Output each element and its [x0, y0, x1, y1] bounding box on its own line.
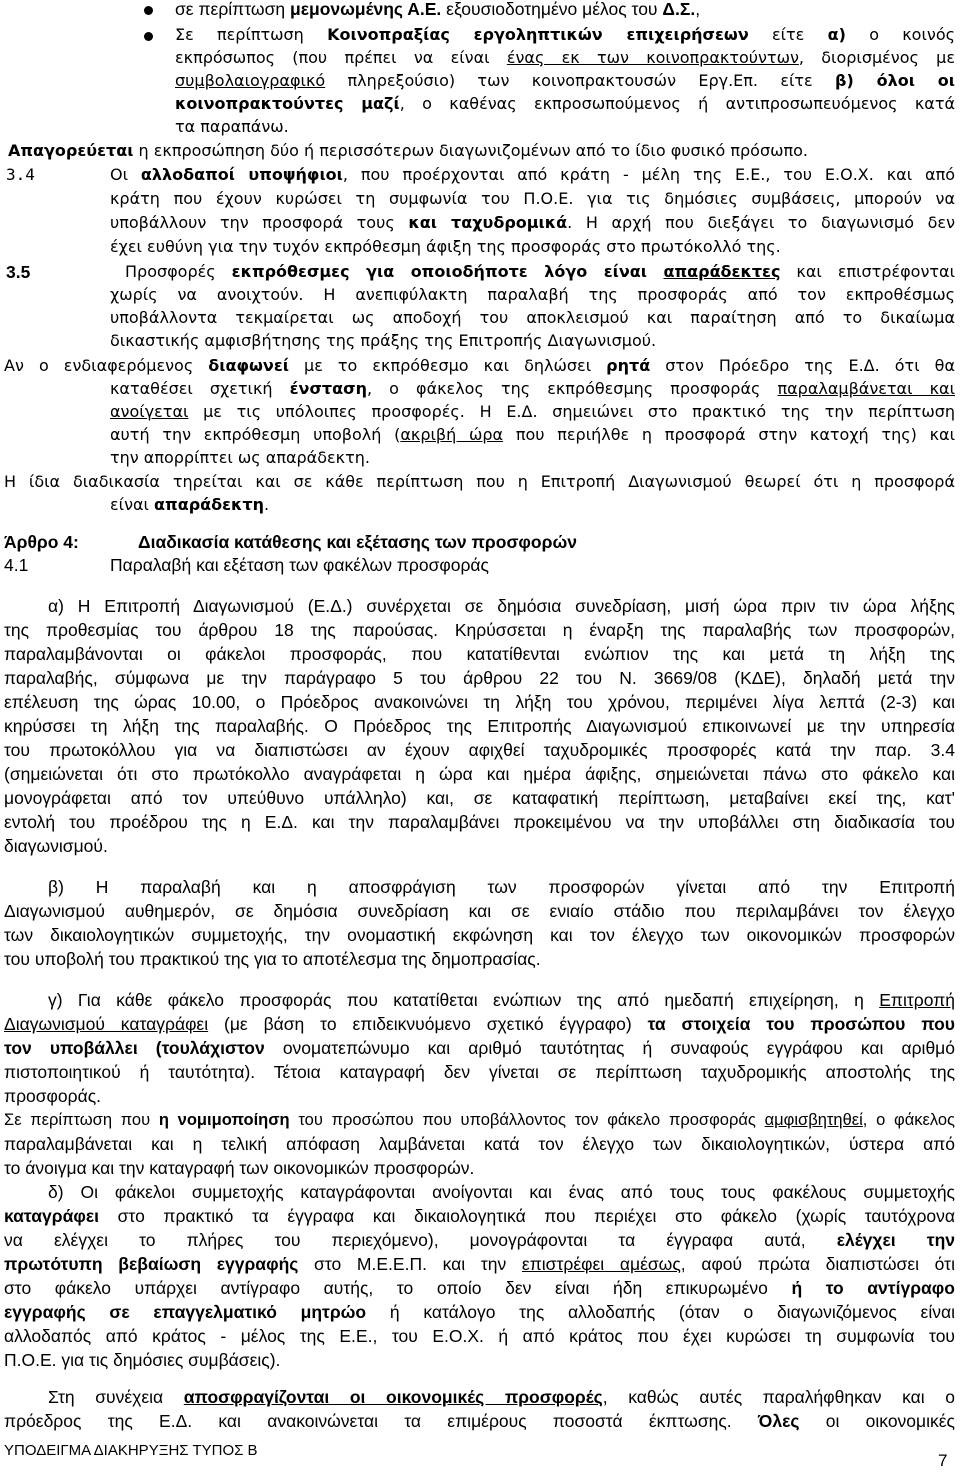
text-line: στο φάκελο υπάρχει αντίγραφο αυτής, το οποίο δεν είναι ήδη επικυρωμένο ή το αντίγραφο [4, 1278, 955, 1298]
text-line: το άνοιγμα και την καταγραφή των οικονομικών προσφορών. [4, 1158, 475, 1178]
text-line: του πρωτοκόλλου για να διαπιστώσει αν έχουν αφιχθεί ταχυδρομικές προσφορές κατά την παρ. 3.4 [4, 740, 955, 760]
article-label: Άρθρο 4: [4, 532, 79, 552]
text-line: επέλευση της ώρας 10.00, ο Πρόεδρος ανακοινώνει τη λήξη του χρόνου, περιμένει λίγα λεπτά (2-3) και [4, 692, 955, 712]
text-line: δ) Οι φάκελοι συμμετοχής καταγράφονται ανοίγονται και ένας από τους τους φακέλους συμμετοχής [48, 1182, 955, 1202]
text-line: χωρίς να ανοιχτούν. Η ανεπιφύλακτη παραλαβή της προσφοράς από τον εκπροθέσμως [110, 285, 955, 304]
text-line: υποβάλλουν την προσφορά τους και ταχυδρομικά. Η αρχή που διεξάγει το διαγωνισμό δεν [110, 213, 956, 232]
text-line: Σε περίπτωση που η νομιμοποίηση του προσώπου που υποβάλλοντος τον φάκελο προσφοράς αμφισβητηθεί, ο φάκελος [4, 1111, 955, 1129]
text-line: του υποβολή του πρακτικού της για το αποτέλεσμα της δημοπρασίας. [4, 949, 541, 969]
text-line: Στη συνέχεια αποσφραγίζονται οι οικονομικές προσφορές, καθώς αυτές παραλήφθηκαν και ο [48, 1387, 956, 1407]
text-line: συμβολαιογραφικό πληρεξούσιο) των κοινοπρακτουσών Εργ.Επ. είτε β) όλοι οι [175, 71, 955, 90]
footer-label: ΥΠΟΔΕΙΓΜΑ ΔΙΑΚΗΡΥΞΗΣ ΤΥΠΟΣ Β [4, 1442, 258, 1459]
text-line: Π.Ο.Ε. για τις δημόσιες συμβάσεις). [4, 1350, 281, 1370]
text-line: διαγωνισμού. [4, 836, 108, 856]
text-line: Διαγωνισμού αυθημερόν, σε δημόσια συνεδρίαση και σε ενιαίο στάδιο που περιλαμβάνει τον έλεγχο [4, 901, 955, 921]
text-line: καταθέσει σχετική ένσταση, ο φάκελος της εκπρόθεσμης προσφοράς παραλαμβάνεται και [110, 379, 955, 398]
section-title: Παραλαβή και εξέταση των φακέλων προσφοράς [110, 555, 489, 575]
article-title: Διαδικασία κατάθεσης και εξέτασης των προσφορών [138, 532, 577, 552]
text-line: ανοίγεται με τις υπόλοιπες προσφορές. Η Ε.Δ. σημειώνει στο πρακτικό της την περίπτωση [110, 402, 955, 421]
text-line: κοινοπρακτούντες μαζί, ο καθένας εκπροσωπούμενος ή αντιπροσωπευόμενος κατά [175, 94, 956, 113]
text-line: να ελέγχει το πλήρες του περιεχόμενο), μονογράφονται τα έγγραφα αυτά, ελέγχει την [4, 1230, 955, 1250]
text-line: δικαστικής αμφισβήτησης της πράξης της Επιτροπής Διαγωνισμού. [110, 331, 657, 350]
text-line: Η ίδια διαδικασία τηρείται και σε κάθε περίπτωση που η Επιτροπή Διαγωνισμού θεωρεί ότι η προσφορά [4, 472, 955, 491]
text-line: α) Η Επιτροπή Διαγωνισμού (Ε.Δ.) συνέρχεται σε δημόσια συνεδρίαση, μισή ώρα πριν τιν ώρα λήξης [48, 596, 955, 616]
text-line: παραλαβής, σύμφωνα με την παράγραφο 5 του άρθρου 22 του Ν. 3669/08 (ΚΔΕ), δηλαδή μετά την [4, 668, 955, 688]
text-line: αλλοδαπός από κράτος - μέλος της Ε.Ε., του Ε.Ο.Χ. ή από κράτος που έχει κυρώσει τη συμφωνία του [4, 1326, 955, 1346]
text-line: Αν ο ενδιαφερόμενος διαφωνεί με το εκπρόθεσμο και δηλώσει ρητά στον Πρόεδρο της Ε.Δ. ότι θα [4, 356, 956, 375]
text-line: κράτη που έχουν κυρώσει τη συμφωνία του Π.Ο.Ε. για τις δημόσιες συμβάσεις, μπορούν να [110, 189, 955, 208]
text-line: παραλαμβάνονται οι φάκελοι προσφοράς, που κατατίθενται ενώπιον της και μετά τη λήξη της [4, 644, 955, 664]
text-line: εγγραφής σε επαγγελματικό μητρώο ή κατάλογο της αλλοδαπής (όταν ο διαγωνιζόμενος είναι [4, 1302, 955, 1322]
text-line: τα παραπάνω. [175, 117, 289, 136]
text-line: Σε περίπτωση Κοινοπραξίας εργοληπτικών επιχειρήσεων είτε α) ο κοινός [175, 25, 956, 44]
text-line: των δικαιολογητικών συμμετοχής, την ονομαστική εκφώνηση και τον έλεγχο των οικονομικών προσφορών [4, 925, 955, 945]
text-line: είναι απαράδεκτη. [110, 495, 270, 514]
text-line: μονογράφεται από τον υπεύθυνο υπάλληλο) και, σε καταφατική περίπτωση, μεταβαίνει εκεί της, κατ' [4, 788, 955, 808]
section-number: 4.1 [4, 555, 29, 575]
text-line: έχει ευθύνη για την τυχόν εκπρόθεσμη άφιξη της προσφοράς στο πρωτόκολλό της. [110, 237, 781, 256]
text-line: (σημειώνεται ότι στο πρωτόκολλο αναγράφεται η ώρα και ημέρα άφιξης, σημειώνεται πάνω στο φάκελο και [4, 764, 955, 784]
text-line: σε περίπτωση μεμονωμένης Α.Ε. εξουσιοδοτημένο μέλος του Δ.Σ., [175, 0, 701, 19]
text-line: αυτή την εκπρόθεσμη υποβολή (ακριβή ώρα που περιήλθε η προσφορά στην κατοχή της) και [110, 425, 955, 444]
text-line: εκπρόσωπος (που πρέπει να είναι ένας εκ των κοινοπρακτούντων, διορισμένος με [175, 48, 955, 67]
text-line: πρωτότυπη βεβαίωση εγγραφής στο Μ.Ε.Ε.Π. και την επιστρέφει αμέσως, αφού πρώτα διαπιστώσει ότι [4, 1254, 955, 1274]
section-number: 3.5 [6, 262, 31, 282]
text-line: εντολή του προέδρου της η Ε.Δ. και την παραλαμβάνει προκειμένου να την υποβάλλει στη διαδικασία του [4, 812, 955, 832]
text-line: πρόεδρος της Ε.Δ. και ανακοινώνεται τα επιμέρους ποσοστά έκπτωσης. Όλες οι οικονομικές [4, 1411, 955, 1431]
bullet-icon [144, 6, 153, 15]
text-line: κηρύσσει τη λήξη της παραλαβής. Ο Πρόεδρος της Επιτροπής Διαγωνισμού επικοινωνεί με την υπηρεσία [4, 716, 955, 736]
text-line: της προθεσμίας του άρθρου 18 της παρούσας. Κηρύσσεται η έναρξη της παραλαβής των προσφορών, [4, 620, 955, 640]
text-line: την απορρίπτει ως απαράδεκτη. [110, 448, 370, 467]
text-line: υποβάλλοντα τεκμαίρεται ως αποδοχή του αποκλεισμού και παραίτηση από το δικαίωμα [110, 308, 955, 327]
text-line: β) Η παραλαβή και η αποσφράγιση των προσφορών γίνεται από την Επιτροπή [48, 877, 955, 897]
bullet-icon [144, 32, 153, 41]
text-line: τον υποβάλλει (τουλάχιστον ονοματεπώνυμο και αριθμό ταυτότητας ή συναφούς εγγράφου και αριθμό [4, 1038, 955, 1058]
text-line: καταγράφει στο πρακτικό τα έγγραφα και δικαιολογητικά που περιέχει στο φάκελο (χωρίς ταυτόχρονα [4, 1206, 955, 1226]
text-line: προσφοράς. [4, 1086, 102, 1106]
text-line: Οι αλλοδαποί υποψήφιοι, που προέρχονται από κράτη - μέλη της Ε.Ε., του Ε.Ο.Χ. και από [110, 165, 955, 184]
text-line: Απαγορεύεται η εκπροσώπηση δύο ή περισσότερων διαγωνιζομένων από το ίδιο φυσικό πρόσωπο. [8, 141, 809, 160]
text-line: παραλαμβάνεται και η τελική απόφαση λαμβάνεται κατά τον έλεγχο των δικαιολογητικών, ύστερα από [4, 1134, 955, 1154]
text-line: Διαγωνισμού καταγράφει (με βάση το επιδεικνυόμενο σχετικό έγγραφο) τα στοιχεία του προσώπου που [4, 1014, 955, 1034]
text-line: γ) Για κάθε φάκελο προσφοράς που κατατίθεται ενώπιων της από ημεδαπή επιχείρηση, η Επιτροπή [48, 990, 955, 1010]
text-line: Προσφορές εκπρόθεσμες για οποιοδήποτε λόγο είναι απαράδεκτες και επιστρέφονται [125, 262, 955, 281]
page-number: 7 [938, 1451, 948, 1470]
text-line: πιστοποιητικού ή ταυτότητα). Τέτοια καταγραφή δεν γίνεται σε περίπτωση ταχυδρομικής αποστολής της [4, 1062, 955, 1082]
section-number: 3.4 [6, 165, 35, 184]
